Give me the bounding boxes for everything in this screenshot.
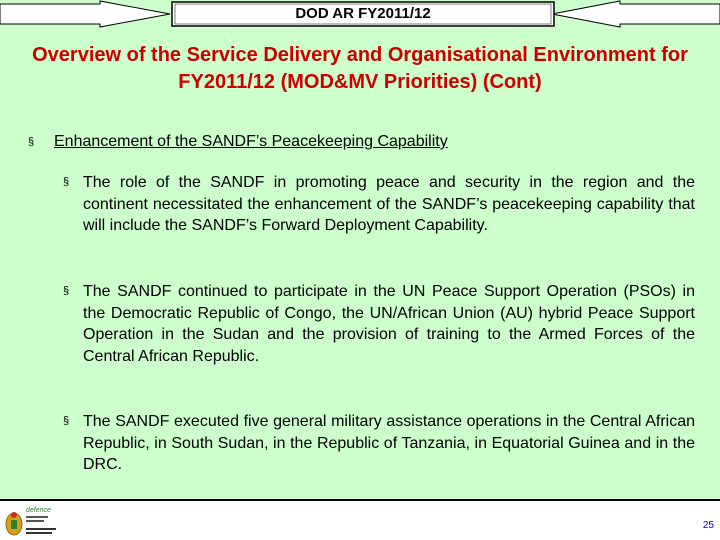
bullet-marker: § <box>63 285 70 297</box>
sub-bullet-text: The SANDF continued to participate in the UN Peace Support Operation (PSOs) in the Democratic Republic of Congo, the UN/African Union (AU) hybrid Peace Support Operation in the Sudan and the provision of training to the Armed Forces of the Central African Republic. <box>83 283 695 365</box>
sub-bullet <box>63 172 695 237</box>
slide-heading: Overview of the Service Delivery and Organisational Environment for FY2011/12 (MOD&MV Priorities) (Cont) <box>32 44 688 93</box>
header-banner <box>0 0 720 32</box>
bullet-marker: § <box>63 176 70 188</box>
bullet-marker: § <box>63 415 70 427</box>
sub-bullet-text: The SANDF executed five general military assistance operations in the Central African Republic, in South Sudan, in the Republic of Tanzania, in Equatorial Guinea and in the DRC. <box>83 413 695 473</box>
sub-bullet <box>63 411 695 476</box>
bullet-marker: § <box>28 136 35 148</box>
svg-text:defence: defence <box>26 507 51 514</box>
footer <box>0 499 720 540</box>
coat-of-arms-icon <box>2 503 82 538</box>
sub-bullet <box>63 281 695 367</box>
banner-title: DOD AR FY2011/12 <box>295 5 431 22</box>
footer-divider <box>0 499 720 501</box>
sub-bullet-text: The role of the SANDF in promoting peace and security in the region and the continent necessitated the enhancement of the SANDF’s peacekeeping capability that will include the SANDF’s Forward Deployment Capability. <box>83 174 695 234</box>
defence-logo <box>2 503 82 538</box>
page-number: 25 <box>702 520 714 531</box>
main-bullet-text: Enhancement of the SANDF’s Peacekeeping Capability <box>54 133 448 150</box>
